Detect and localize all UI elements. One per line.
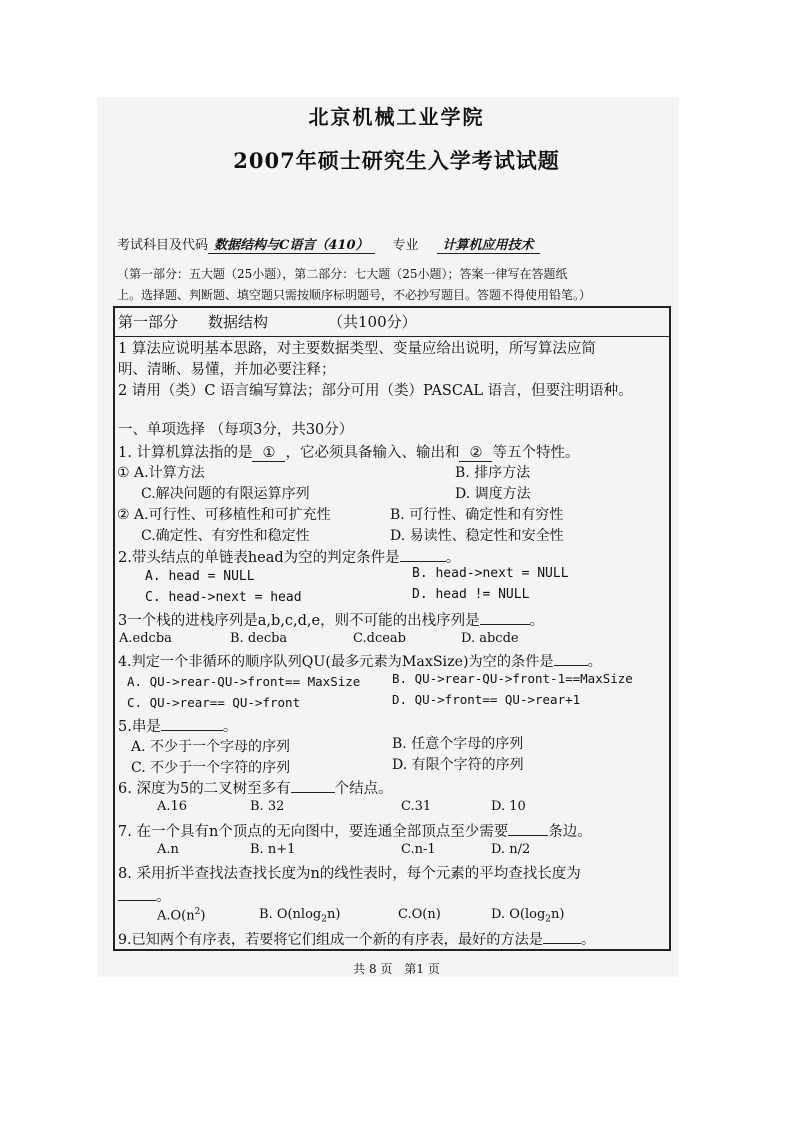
option: A. QU->rear-QU->front== MaxSize — [127, 674, 361, 689]
question-text: 1. 计算机算法指的是 — [118, 445, 253, 461]
subject-value: 数据结构与C语言（410） — [208, 238, 374, 254]
question-text: 等五个特性。 — [492, 445, 580, 461]
option: A.16 — [157, 799, 188, 814]
option-text: 2 — [194, 907, 201, 917]
option-text: ) — [200, 908, 206, 924]
requirement-line: 2 请用（类）C 语言编写算法；部分可用（类）PASCAL 语言，但要注明语种。 — [118, 383, 633, 399]
option — [491, 907, 564, 925]
option — [117, 462, 205, 482]
option: D. QU->front== QU->rear+1 — [392, 692, 581, 707]
option: C. QU->rear== QU->front — [127, 695, 301, 710]
question-6 — [118, 777, 393, 798]
answer-blank: ② — [459, 445, 492, 462]
part-score: （共100分） — [328, 313, 417, 331]
school-name: 北京机械工业学院 — [308, 105, 485, 129]
option-text: B. O(nlog — [259, 907, 322, 922]
answer-blank — [480, 624, 530, 625]
option — [157, 907, 205, 923]
option: D. 10 — [491, 799, 526, 814]
option: D. 易读性、稳定性和安全性 — [390, 528, 564, 544]
question-4 — [118, 651, 602, 671]
option: D. head != NULL — [412, 587, 530, 602]
option-text: A.可行性、可移植性和可扩充性 — [134, 507, 331, 523]
exam-instructions — [117, 264, 677, 306]
option-marker: ① — [117, 465, 130, 481]
option: C. 不少于一个字符的序列 — [131, 760, 291, 776]
question-text: 条边。 — [548, 824, 592, 840]
major-label: 专业 — [392, 238, 419, 253]
option: D. 调度方法 — [455, 486, 531, 502]
question-text: 。 — [587, 654, 602, 670]
answer-blank — [400, 561, 446, 562]
question-5 — [118, 715, 237, 736]
option-text: A.O(n — [157, 908, 195, 924]
exam-title: 2007年硕士研究生入学考试试题 — [233, 148, 560, 173]
answer-blank — [118, 900, 156, 901]
question-text: 。 — [445, 550, 461, 566]
option: B. decba — [230, 631, 288, 646]
exam-meta — [117, 234, 677, 253]
option-text: 2 — [545, 914, 551, 925]
part-title-text: 第一部分 数据结构 — [118, 313, 269, 331]
answer-blank — [291, 792, 335, 793]
requirement-line: 1 算法应说明基本思路，对主要数据类型、变量应给出说明，所写算法应简 — [118, 341, 596, 357]
question-text: 9.已知两个有序表，若要将它们组成一个新的有序表，最好的方法是 — [118, 932, 543, 948]
subject-label: 考试科目及代码 — [117, 238, 209, 253]
option-text: D. O(log — [491, 907, 546, 922]
question-8-blank — [118, 885, 171, 906]
option: C. head->next = head — [145, 590, 302, 605]
question-8: 8. 采用折半查找法查找长度为n的线性表时，每个元素的平均查找长度为 — [118, 866, 581, 882]
option: B. 32 — [250, 799, 285, 814]
option: B. QU->rear-QU->front-1==MaxSize — [392, 671, 633, 686]
option: B. 可行性、确定性和有穷性 — [390, 507, 564, 523]
instruction-line: 上。选择题、判断题、填空题只需按顺序标明题号，不必抄写题目。答题不得使用铅笔。） — [117, 288, 592, 302]
option: D. n/2 — [491, 842, 531, 857]
option: B. head->next = NULL — [412, 566, 569, 581]
option-text: n) — [551, 907, 565, 922]
option-text: n) — [326, 907, 341, 922]
option: C.确定性、有穷性和稳定性 — [141, 528, 310, 544]
option: C.31 — [401, 799, 432, 814]
question-text: 。 — [529, 613, 545, 629]
option: B. 排序方法 — [455, 465, 531, 481]
option: D. 有限个字符的序列 — [392, 757, 524, 773]
question-text: 个结点。 — [334, 781, 393, 797]
question-text: ，它必须具备输入、输出和 — [285, 445, 460, 461]
question-text: 。 — [580, 932, 596, 948]
part-title — [118, 311, 417, 332]
option: A. head = NULL — [145, 569, 255, 584]
question-text: 3一个栈的进栈序列是a,b,c,d,e，则不可能的出栈序列是 — [118, 613, 480, 629]
page-footer: 共 8 页 第1 页 — [353, 962, 440, 976]
question-text: 7. 在一个具有n个顶点的无向图中，要连通全部顶点至少需要 — [118, 824, 509, 840]
answer-blank: ① — [252, 445, 285, 462]
section-title: 一、单项选择 （每项3分，共30分） — [118, 422, 354, 438]
question-2 — [118, 546, 460, 567]
option-text: A.计算方法 — [134, 465, 205, 481]
question-text: 2.带头结点的单链表head为空的判定条件是 — [118, 550, 400, 566]
option: C.n-1 — [401, 842, 436, 857]
answer-blank — [161, 730, 223, 731]
question-text: 6. 深度为5的二叉树至多有 — [118, 781, 291, 797]
question-text: 5.串是 — [118, 719, 161, 735]
answer-blank — [543, 943, 581, 944]
option: C.O(n) — [398, 907, 441, 922]
option: A. 不少于一个字母的序列 — [131, 739, 291, 755]
option: A.edcba — [119, 631, 172, 646]
option-text: 2 — [321, 914, 327, 925]
option-marker: ② — [117, 507, 130, 523]
major-value: 计算机应用技术 — [437, 238, 540, 254]
question-7 — [118, 820, 592, 841]
question-text: 。 — [156, 889, 171, 905]
requirement-line: 明、清晰、易懂，并加必要注释； — [118, 362, 336, 378]
option: B. n+1 — [250, 842, 296, 857]
option: D. abcde — [461, 631, 519, 646]
question-3 — [118, 609, 544, 630]
option: A.n — [157, 842, 179, 857]
answer-blank — [554, 665, 588, 666]
option — [259, 907, 340, 925]
answer-blank — [508, 835, 548, 836]
instruction-line: （第一部分：五大题（25小题），第二部分：七大题（25小题）；答案一律写在答题纸 — [117, 267, 568, 281]
question-text: 。 — [222, 719, 238, 735]
option: B. 任意个字母的序列 — [392, 736, 524, 752]
option: C.dceab — [353, 631, 406, 646]
question-1 — [118, 441, 579, 462]
question-9 — [118, 929, 595, 949]
option — [117, 504, 331, 524]
question-text: 4.判定一个非循环的顺序队列QU(最多元素为MaxSize)为空的条件是 — [118, 654, 554, 670]
option: C.解决问题的有限运算序列 — [141, 486, 310, 502]
